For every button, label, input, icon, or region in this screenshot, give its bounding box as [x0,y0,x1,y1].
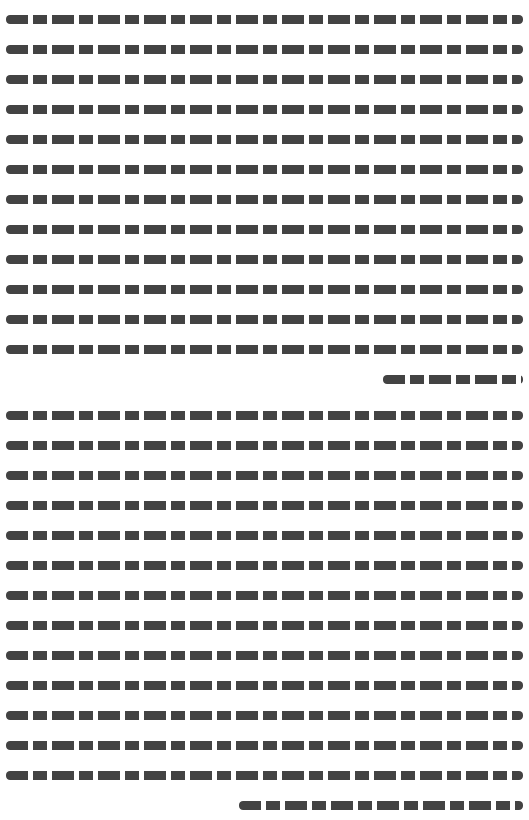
text-line-ink [6,501,523,510]
text-line [6,4,523,34]
text-line [6,580,523,610]
text-line-ink [6,75,523,84]
text-line-ink [6,561,523,570]
text-line [6,274,523,304]
text-line-ink [6,441,523,450]
text-line-ink [6,681,523,690]
text-line-ink [6,315,523,324]
text-line-ink [383,375,523,384]
text-line-ink [6,285,523,294]
text-line-ink [6,411,523,420]
text-line-ink [6,771,523,780]
text-line-ink [6,225,523,234]
paragraph [6,400,523,820]
text-line [6,730,523,760]
text-line [6,214,523,244]
text-line [6,154,523,184]
text-line-ink [6,45,523,54]
text-line [6,184,523,214]
text-line [6,364,523,394]
text-line [6,490,523,520]
text-line-ink [6,741,523,750]
text-line-ink [6,531,523,540]
text-line [6,670,523,700]
text-line-ink [6,471,523,480]
text-line-ink [239,801,523,810]
text-line [6,790,523,820]
text-line [6,334,523,364]
paragraph [6,4,523,394]
text-line [6,760,523,790]
text-line-ink [6,711,523,720]
text-line [6,94,523,124]
text-line [6,64,523,94]
text-line-ink [6,15,523,24]
text-line-ink [6,195,523,204]
text-line [6,34,523,64]
text-line [6,610,523,640]
text-line [6,640,523,670]
text-line [6,430,523,460]
text-line [6,520,523,550]
text-line-ink [6,621,523,630]
text-line-ink [6,105,523,114]
text-line-ink [6,255,523,264]
text-line-ink [6,135,523,144]
text-line [6,400,523,430]
text-line-ink [6,345,523,354]
article-text [6,4,523,820]
text-line-ink [6,591,523,600]
text-line-ink [6,651,523,660]
text-line [6,244,523,274]
text-line [6,460,523,490]
text-line [6,550,523,580]
text-line-ink [6,165,523,174]
text-line [6,700,523,730]
text-line [6,124,523,154]
text-line [6,304,523,334]
